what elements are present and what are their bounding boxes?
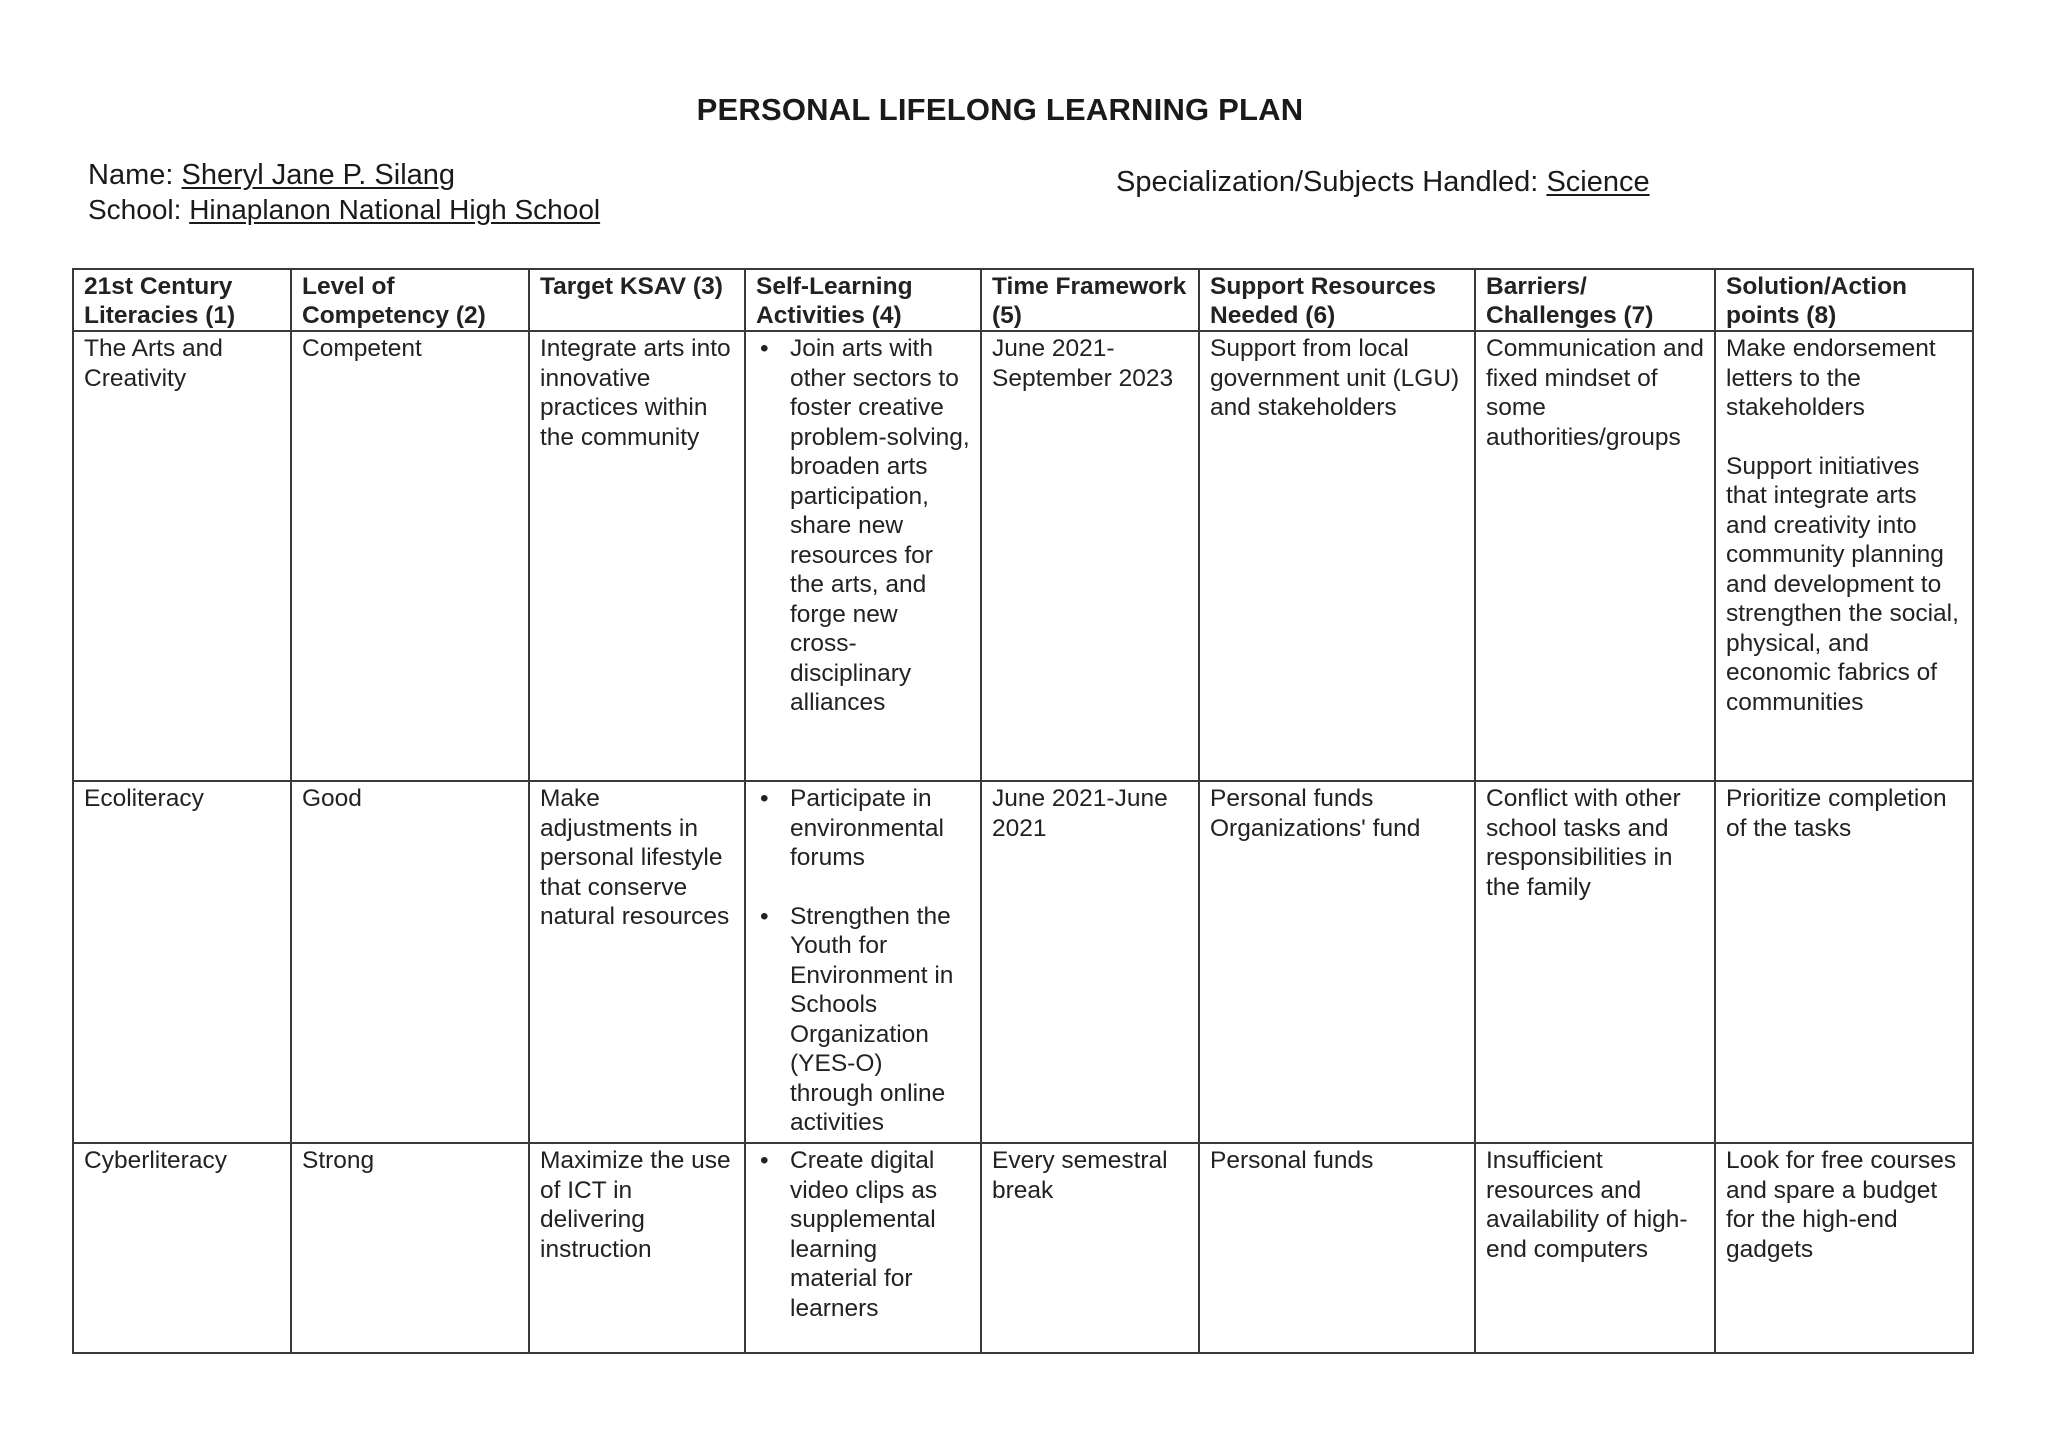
solutions-cell (1715, 781, 1973, 1143)
solution-item: Look for free courses and spare a budget for the high-end gadgets (1726, 1147, 1957, 1263)
ksav-cell: Integrate arts into innovative practices within the community (529, 331, 745, 781)
competency-cell: Competent (291, 331, 529, 781)
school-line (88, 193, 600, 227)
competency-cell: Good (291, 781, 529, 1143)
literacy-cell: Ecoliteracy (73, 781, 291, 1143)
table-row (73, 781, 1973, 1143)
learning-plan-table (72, 268, 1974, 1354)
time-cell: June 2021-June 2021 (981, 781, 1199, 1143)
header-target-ksav: Target KSAV (3) (529, 269, 745, 331)
activities-list (756, 784, 970, 1138)
table-row (73, 331, 1973, 781)
school-value: Hinaplanon National High School (189, 194, 601, 225)
specialization-label: Specialization/Subjects Handled: (1116, 166, 1539, 198)
school-label: School: (88, 194, 182, 225)
header-row (73, 269, 1973, 331)
activity-item: • Participate in environmental forums (790, 784, 970, 873)
competency-cell: Strong (291, 1143, 529, 1353)
literacy-cell: The Arts and Creativity (73, 331, 291, 781)
literacy-cell: Cyberliteracy (73, 1143, 291, 1353)
activities-list (756, 334, 970, 718)
solution-item: Prioritize completion of the tasks (1726, 785, 1947, 842)
ksav-cell: Maximize the use of ICT in delivering instruction (529, 1143, 745, 1353)
solutions-cell (1715, 1143, 1973, 1353)
table-row (73, 1143, 1973, 1353)
activities-cell (745, 1143, 981, 1353)
solution-item: Support initiatives that integrate arts and creativity into community planning and development to strengthen the social, physical, and economic fabrics of communities (1726, 452, 1959, 716)
name-value: Sheryl Jane P. Silang (181, 159, 456, 191)
activity-item: • Strengthen the Youth for Environment in Schools Organization (YES-O) through online activities (790, 902, 970, 1138)
header-support-resources: Support Resources Needed (6) (1199, 269, 1475, 331)
ksav-cell: Make adjustments in personal lifestyle that conserve natural resources (529, 781, 745, 1143)
header-literacies: 21st Century Literacies (1) (73, 269, 291, 331)
barriers-cell: Communication and fixed mindset of some authorities/groups (1475, 331, 1715, 781)
activities-cell (745, 331, 981, 781)
activities-cell (745, 781, 981, 1143)
header-solutions: Solution/Action points (8) (1715, 269, 1973, 331)
activity-item: • Join arts with other sectors to foster creative problem-solving, broaden arts participation, share new resources for the arts, and forge new cross-disciplinary alliances (790, 334, 970, 718)
activity-item: • Create digital video clips as supplemental learning material for learners (790, 1146, 970, 1323)
activities-list (756, 1146, 970, 1323)
solutions-cell (1715, 331, 1973, 781)
header-barriers: Barriers/ Challenges (7) (1475, 269, 1715, 331)
name-label: Name: (88, 159, 174, 191)
time-cell: Every semestral break (981, 1143, 1199, 1353)
document-title: PERSONAL LIFELONG LEARNING PLAN (696, 92, 1304, 127)
header-time-framework: Time Framework (5) (981, 269, 1199, 331)
name-line (88, 158, 455, 192)
time-cell: June 2021-September 2023 (981, 331, 1199, 781)
solution-item: Make endorsement letters to the stakeholders (1726, 335, 1936, 421)
header-activities: Self-Learning Activities (4) (745, 269, 981, 331)
header-competency: Level of Competency (2) (291, 269, 529, 331)
barriers-cell: Conflict with other school tasks and responsibilities in the family (1475, 781, 1715, 1143)
specialization-line (1116, 165, 1650, 199)
support-cell: Personal funds Organizations' fund (1199, 781, 1475, 1143)
support-cell: Support from local government unit (LGU) and stakeholders (1199, 331, 1475, 781)
specialization-value: Science (1546, 166, 1650, 198)
support-cell: Personal funds (1199, 1143, 1475, 1353)
barriers-cell: Insufficient resources and availability of high-end computers (1475, 1143, 1715, 1353)
